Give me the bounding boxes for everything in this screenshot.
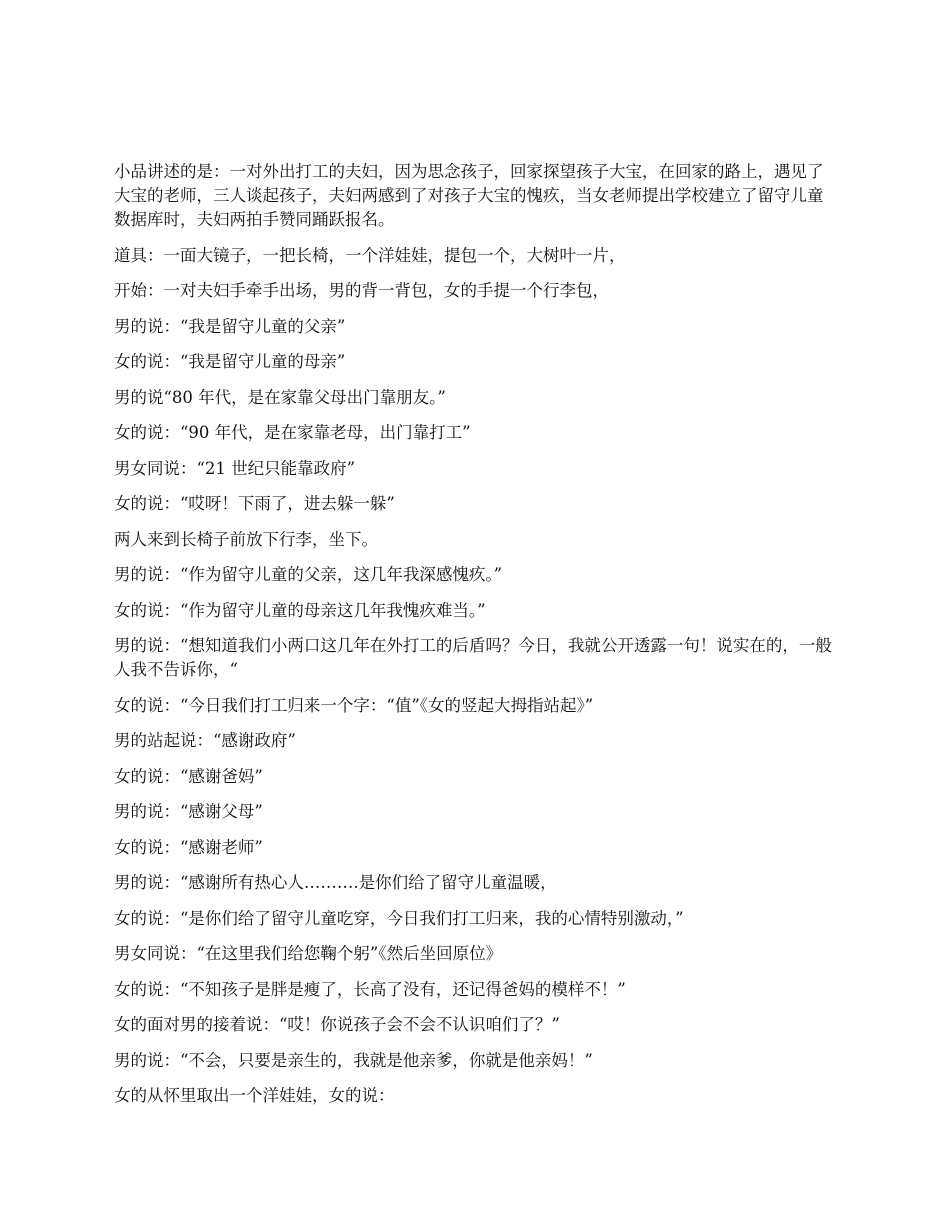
dialogue-line: 男的说“80 年代，是在家靠父母出门靠朋友。”	[114, 387, 446, 407]
dialogue-line: 男的说：“不会，只要是亲生的，我就是他亲爹，你就是他亲妈！”	[114, 1050, 593, 1070]
paragraph-intro: 小品讲述的是：一对外出打工的夫妇，因为思念孩子，回家探望孩子大宝，在回家的路上，遇见了大宝的老师，三人谈起孩子，夫妇两感到了对孩子大宝的愧疚，当女老师提出学校建立了留守儿童数据库时，夫妇两拍手赞同踊跃报名。	[114, 162, 824, 229]
dialogue-line: 男的站起说：“感谢政府”	[114, 731, 296, 750]
dialogue-line: 女的说：“今日我们打工归来一个字：“值”《女的竖起大拇指站起》”	[114, 695, 594, 715]
paragraph-start: 开始：一对夫妇手牵手出场，男的背一背包，女的手提一个行李包，	[114, 281, 609, 300]
dialogue-line: 女的说：“是你们给了留守儿童吃穿，今日我们打工归来，我的心情特别激动，”	[114, 908, 684, 928]
dialogue-line: 男的说：“我是留守儿童的父亲”	[114, 316, 346, 336]
dialogue-line: 女的说：“90 年代，是在家靠老母，出门靠打工”	[114, 423, 471, 442]
dialogue-line: 女的说：“感谢老师”	[114, 837, 263, 857]
dialogue-line: 女的说：“感谢爸妈”	[114, 766, 263, 786]
document-body	[114, 160, 836, 1120]
dialogue-line: 男女同说：“在这里我们给您鞠个躬”《然后坐回原位》	[114, 944, 503, 963]
dialogue-line: 女的说：“哎呀！下雨了，进去躲一躲”	[114, 494, 395, 513]
dialogue-line: 女的说：“不知孩子是胖是瘦了，长高了没有，还记得爸妈的模样不！”	[114, 979, 626, 999]
dialogue-line: 男的说：“感谢所有热心人……….是你们给了留守儿童温暖，	[114, 873, 557, 892]
dialogue-line: 男的说：“作为留守儿童的父亲，这几年我深感愧疚。”	[114, 565, 503, 584]
dialogue-line: 男的说：“感谢父母”	[114, 802, 263, 821]
stage-direction: 两人来到长椅子前放下行李，坐下。	[114, 529, 378, 549]
paragraph-props: 道具：一面大镜子，一把长椅，一个洋娃娃，提包一个，大树叶一片，	[114, 245, 626, 265]
dialogue-line: 男女同说：“21 世纪只能靠政府”	[114, 458, 356, 478]
dialogue-line: 女的说：“我是留守儿童的母亲”	[114, 352, 346, 371]
stage-direction: 女的从怀里取出一个洋娃娃，女的说：	[114, 1086, 395, 1105]
dialogue-line: 男的说：“想知道我们小两口这几年在外打工的后盾吗？今日，我就公开透露一句！说实在的，一般人我不告诉你，“	[114, 636, 832, 679]
dialogue-line: 女的面对男的接着说：“哎！你说孩子会不会不认识咱们了？”	[114, 1015, 560, 1034]
dialogue-line: 女的说：“作为留守儿童的母亲这几年我愧疚难当。”	[114, 600, 486, 620]
